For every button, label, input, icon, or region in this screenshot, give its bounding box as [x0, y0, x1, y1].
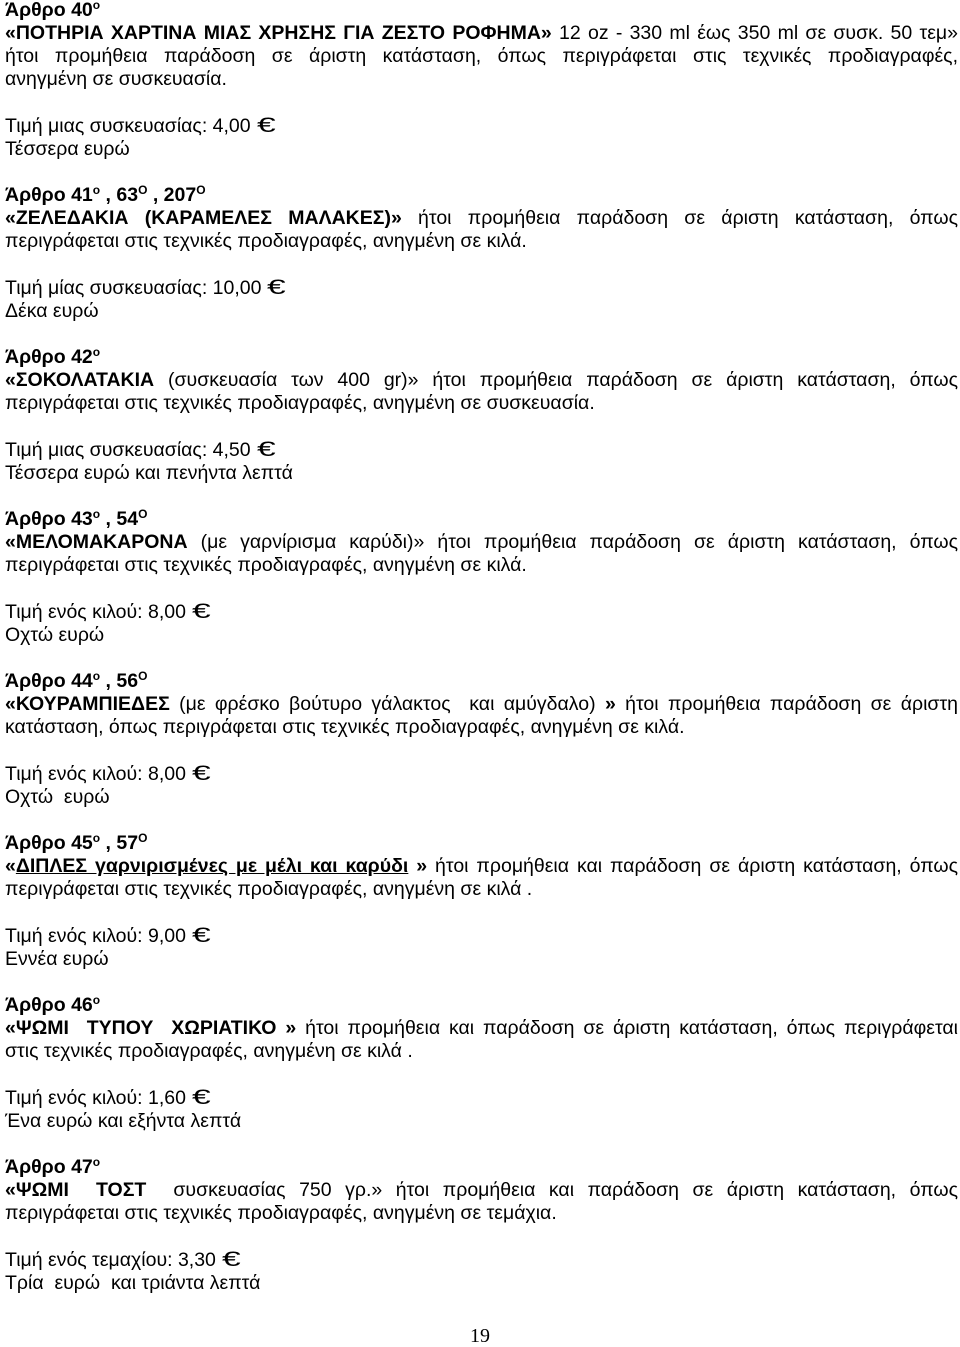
spacer: [5, 161, 958, 184]
ordinal-superscript: ο: [92, 345, 101, 360]
article-heading: [5, 0, 958, 22]
price-in-words: Ένα ευρώ και εξήντα λεπτά: [5, 1109, 242, 1132]
description-line: [5, 1040, 958, 1063]
spacer: [5, 323, 958, 346]
price-in-words: Οχτώ ευρώ: [5, 623, 105, 646]
euro-sign: €: [191, 761, 211, 785]
ordinal-superscript: Ο: [196, 183, 206, 198]
description-text: ήτοι προμήθεια και παράδοση σε άριστη κατάσταση, όπως περιγράφεται: [296, 1017, 958, 1040]
article-block: [5, 184, 958, 346]
description-line: [5, 68, 958, 91]
euro-sign: €: [191, 1085, 211, 1109]
price-text: Τιμή ενός τεμαχίου: 3,30: [5, 1248, 216, 1271]
description-line: [5, 693, 958, 716]
article-number-text: Άρθρο 41: [5, 184, 93, 207]
price-text: Τιμή ενός κιλού: 8,00: [5, 600, 186, 623]
ordinal-superscript: ο: [92, 993, 101, 1008]
article-description: [5, 207, 958, 253]
description-text: περιγράφεται στις τεχνικές προδιαγραφές, ανηγμένη σε κιλά .: [5, 878, 533, 901]
description-line: [5, 369, 958, 392]
description-text: περιγράφεται στις τεχνικές προδιαγραφές, ανηγμένη σε συσκευασία.: [5, 392, 595, 415]
product-name: «ΣΟΚΟΛΑΤΑΚΙΑ: [5, 369, 155, 392]
description-text: περιγράφεται στις τεχνικές προδιαγραφές, ανηγμένη σε τεμάχια.: [5, 1202, 557, 1225]
price-text: Τιμή ενός κιλού: 9,00: [5, 924, 186, 947]
article-description: [5, 531, 958, 577]
unit-price: [5, 439, 958, 462]
description-line: [5, 878, 958, 901]
spacer: [5, 254, 958, 277]
article-heading: [5, 346, 958, 369]
article-description: [5, 1179, 958, 1225]
product-name: «ΠΟΤΗΡΙΑ ΧΑΡΤΙΝΑ ΜΙΑΣ ΧΡΗΣΗΣ ΓΙΑ ΖΕΣΤΟ ΡΟΦΗΜΑ»: [5, 22, 552, 45]
article-block: [5, 1156, 958, 1318]
article-block: [5, 994, 958, 1156]
description-line: [5, 1179, 958, 1202]
price-text: Τιμή μιας συσκευασίας: 4,50: [5, 438, 251, 461]
article-number-text: Άρθρο 47: [5, 1156, 93, 1179]
description-text: περιγράφεται στις τεχνικές προδιαγραφές, ανηγμένη σε κιλά.: [5, 554, 527, 577]
spacer: [5, 647, 958, 670]
unit-price: [5, 1087, 958, 1110]
description-text: κατάσταση, όπως περιγράφεται στις τεχνικές προδιαγραφές, ανηγμένη σε κιλά.: [5, 716, 685, 739]
spacer: [5, 578, 958, 601]
euro-sign: €: [191, 923, 211, 947]
description-text: στις τεχνικές προδιαγραφές, ανηγμένη σε κιλά .: [5, 1040, 413, 1063]
article-block: [5, 670, 958, 832]
product-name: «ΜΕΛΟΜΑΚΑΡΟΝΑ: [5, 531, 188, 554]
product-name: «ΨΩΜΙ ΤΥΠΟΥ ΧΩΡΙΑΤΙΚΟ »: [5, 1017, 297, 1040]
unit-price: [5, 277, 958, 300]
spacer: [5, 1133, 958, 1156]
euro-sign: €: [256, 113, 276, 137]
price-in-words: Τρία ευρώ και τριάντα λεπτά: [5, 1271, 261, 1294]
spacer: [5, 901, 958, 924]
article-number-text: , 63: [100, 184, 139, 207]
article-number-text: , 207: [147, 184, 197, 207]
description-text: ήτοι προμήθεια παράδοση σε άριστη κατάσταση, όπως: [401, 207, 958, 230]
article-block: [5, 832, 958, 994]
price-text: Τιμή ενός κιλού: 1,60: [5, 1086, 186, 1109]
article-block: [5, 508, 958, 670]
description-text: ανηγμένη σε συσκευασία.: [5, 68, 227, 91]
product-name: «ΖΕΛΕΔΑΚΙΑ (ΚΑΡΑΜΕΛΕΣ ΜΑΛΑΚΕΣ)»: [5, 207, 402, 230]
ordinal-superscript: Ο: [138, 669, 148, 684]
description-text: 12 oz - 330 ml έως 350 ml σε συσκ. 50 τεμ»: [551, 22, 958, 45]
article-heading: [5, 1156, 958, 1179]
spacer: [5, 485, 958, 508]
article-description: [5, 22, 958, 91]
description-text: ήτοι προμήθεια παράδοση σε άριστη κατάσταση, όπως περιγράφεται στις τεχνικές προδιαγραφές,: [5, 45, 958, 68]
price-in-words: Οχτώ ευρώ: [5, 785, 110, 808]
unit-price: [5, 925, 958, 948]
article-heading: [5, 508, 958, 531]
ordinal-superscript: ο: [92, 669, 101, 684]
ordinal-superscript: Ο: [138, 183, 148, 198]
article-number-text: , 57: [100, 832, 139, 855]
spacer: [5, 971, 958, 994]
ordinal-superscript: ο: [92, 507, 101, 522]
ordinal-superscript: ο: [92, 183, 101, 198]
ordinal-superscript: ο: [92, 831, 101, 846]
euro-sign: €: [191, 599, 211, 623]
article-number-text: Άρθρο 43: [5, 508, 93, 531]
spacer: [5, 416, 958, 439]
description-text: (συσκευασία των 400 gr)» ήτοι προμήθεια παράδοση σε άριστη κατάσταση, όπως: [154, 369, 958, 392]
product-name: ΔΙΠΛΕΣ γαρνιρισμένες με μέλι και καρύδι: [15, 855, 409, 878]
price-text: Τιμή ενός κιλού: 8,00: [5, 762, 186, 785]
price-text: Τιμή μιας συσκευασίας: 4,00: [5, 114, 251, 137]
unit-price: [5, 601, 958, 624]
price-in-words: Δέκα ευρώ: [5, 299, 99, 322]
article-heading: [5, 670, 958, 693]
article-number-text: Άρθρο 40: [5, 0, 93, 21]
description-line: [5, 1202, 958, 1225]
description-line: [5, 1017, 958, 1040]
ordinal-superscript: ο: [92, 1155, 101, 1170]
article-number-text: Άρθρο 44: [5, 670, 93, 693]
article-number-text: Άρθρο 46: [5, 994, 93, 1017]
article-description: [5, 693, 958, 739]
ordinal-superscript: ο: [92, 0, 101, 12]
article-block: [5, 0, 958, 184]
description-line: [5, 22, 958, 45]
product-name: »: [408, 855, 428, 878]
description-line: [5, 392, 958, 415]
article-block: [5, 346, 958, 508]
description-line: [5, 531, 958, 554]
euro-sign: €: [267, 275, 287, 299]
spacer: [5, 1063, 958, 1086]
article-number-text: Άρθρο 45: [5, 832, 93, 855]
page-number: 19: [470, 1325, 490, 1347]
article-heading: [5, 832, 958, 855]
product-name: «ΨΩΜΙ ΤΟΣΤ: [5, 1179, 147, 1202]
description-text: ήτοι προμήθεια παράδοση σε άριστη: [615, 693, 958, 716]
euro-sign: €: [221, 1247, 241, 1271]
article-number-text: , 56: [100, 670, 139, 693]
description-line: [5, 855, 958, 878]
spacer: [5, 1225, 958, 1248]
article-number-text: Άρθρο 42: [5, 346, 93, 369]
description-text: ήτοι προμήθεια και παράδοση σε άριστη κατάσταση, όπως: [427, 855, 958, 878]
ordinal-superscript: Ο: [138, 507, 148, 522]
description-line: [5, 716, 958, 739]
product-name: «ΚΟΥΡΑΜΠΙΕΔΕΣ: [5, 693, 170, 716]
article-heading: [5, 994, 958, 1017]
document-page: [5, 0, 958, 1318]
description-line: [5, 207, 958, 230]
article-heading: [5, 184, 958, 207]
article-description: [5, 1017, 958, 1063]
description-text: (με γαρνίρισμα καρύδι)» ήτοι προμήθεια παράδοση σε άριστη κατάσταση, όπως: [187, 531, 958, 554]
product-name: «: [5, 855, 16, 878]
spacer: [5, 92, 958, 115]
product-name: »: [604, 693, 616, 716]
spacer: [5, 740, 958, 763]
description-line: [5, 554, 958, 577]
spacer: [5, 809, 958, 832]
description-line: [5, 230, 958, 253]
article-description: [5, 855, 958, 901]
description-text: συσκευασίας 750 γρ.» ήτοι προμήθεια και παράδοση σε άριστη κατάσταση, όπως: [146, 1179, 958, 1202]
spacer: [5, 1295, 958, 1318]
euro-sign: €: [256, 437, 276, 461]
description-line: [5, 45, 958, 68]
ordinal-superscript: Ο: [138, 831, 148, 846]
price-in-words: Τέσσερα ευρώ: [5, 137, 130, 160]
unit-price: [5, 115, 958, 138]
article-description: [5, 369, 958, 415]
description-text: (με φρέσκο βούτυρο γάλακτος και αμύγδαλο): [169, 693, 605, 716]
price-in-words: Εννέα ευρώ: [5, 947, 109, 970]
description-text: περιγράφεται στις τεχνικές προδιαγραφές, ανηγμένη σε κιλά.: [5, 230, 527, 253]
unit-price: [5, 763, 958, 786]
price-in-words: Τέσσερα ευρώ και πενήντα λεπτά: [5, 461, 293, 484]
unit-price: [5, 1249, 958, 1272]
price-text: Τιμή μίας συσκευασίας: 10,00: [5, 276, 262, 299]
article-number-text: , 54: [100, 508, 139, 531]
